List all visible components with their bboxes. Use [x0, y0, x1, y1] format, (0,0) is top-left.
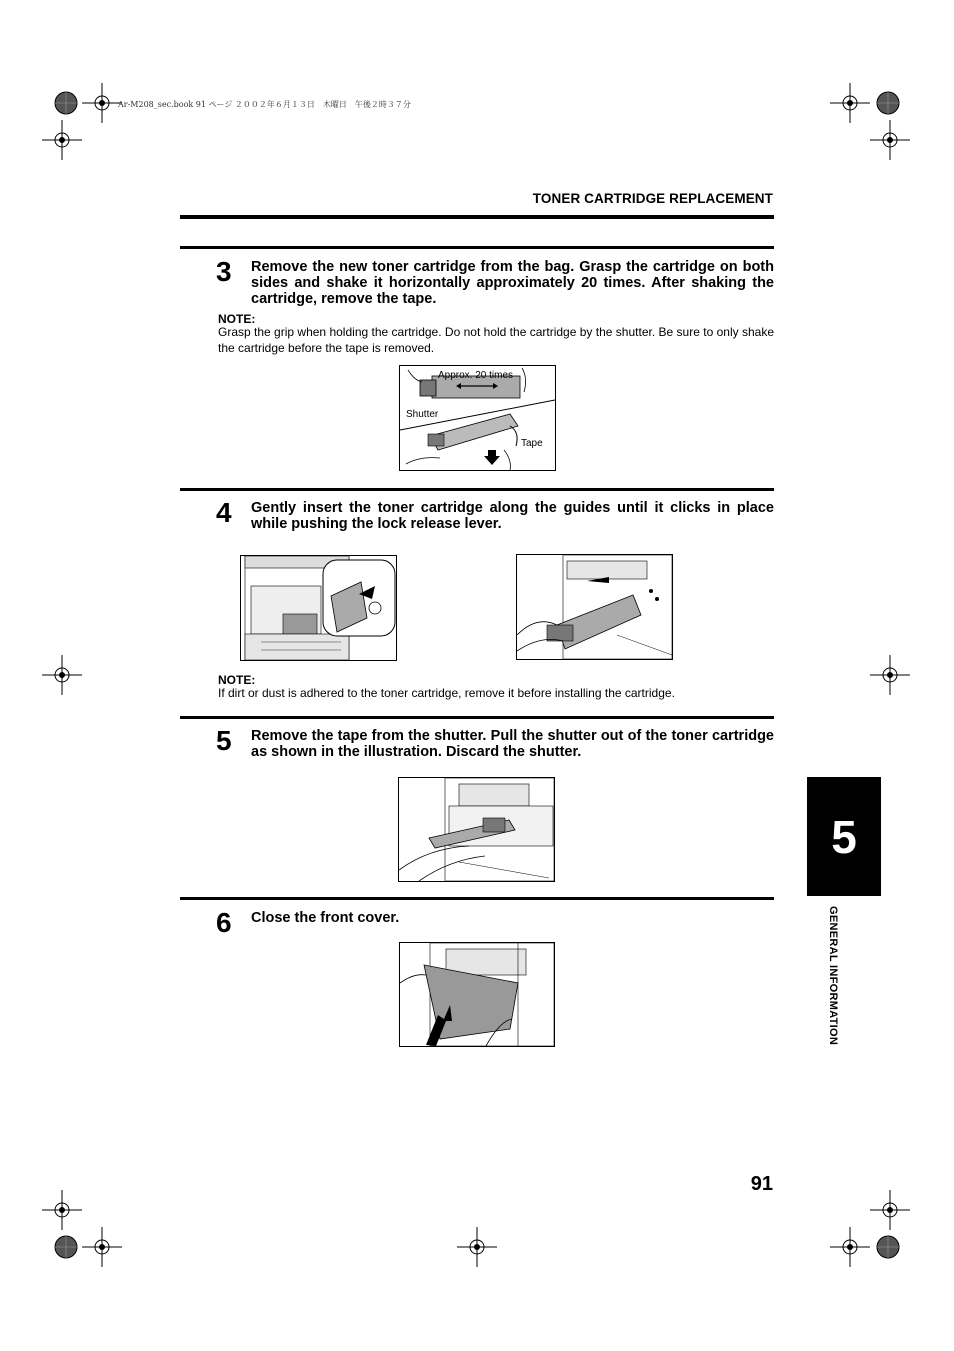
step-number: 5 — [216, 725, 232, 756]
figure-label-approx: Approx. 20 times — [438, 370, 514, 381]
step-instruction: Remove the tape from the shutter. Pull the shutter out of the toner cartridge as shown in the illustration. Discard the shutter. — [251, 728, 774, 760]
step-number: 3 — [216, 256, 232, 287]
figure-insert-cartridge-left — [240, 555, 397, 661]
figure-label-shutter: Shutter — [406, 409, 439, 420]
running-title: TONER CARTRIDGE REPLACEMENT — [532, 191, 773, 206]
step-rule — [180, 897, 774, 900]
note-label: NOTE: — [218, 673, 256, 687]
page-number: 91 — [750, 1173, 773, 1195]
crosshair-mark — [830, 1227, 870, 1267]
crosshair-mark — [457, 1227, 497, 1267]
figure-remove-shutter — [398, 777, 555, 882]
registration-mark-top-left — [46, 83, 86, 123]
step-rule — [180, 246, 774, 249]
crosshair-mark — [870, 655, 910, 695]
crosshair-mark — [830, 83, 870, 123]
step-number: 4 — [216, 497, 232, 528]
crosshair-mark — [42, 120, 82, 160]
file-meta: Ar-M208_sec.book 91 ページ ２００２年６月１３日 木曜日 午後２時３７分 — [118, 100, 411, 109]
figure-shake-cartridge — [399, 365, 556, 471]
crosshair-mark — [870, 120, 910, 160]
registration-mark-bottom-right — [868, 1227, 908, 1267]
figure-close-front-cover — [399, 942, 555, 1047]
note-text: If dirt or dust is adhered to the toner cartridge, remove it before installing the cartridge. — [218, 686, 675, 700]
step-instruction: Remove the new toner cartridge from the bag. Grasp the cartridge on both sides and shake it horizontally approximately 20 times. After shaking the cartridge, remove the tape. — [251, 259, 774, 307]
crosshair-mark — [870, 1190, 910, 1230]
registration-mark-top-right — [868, 83, 908, 123]
figure-insert-cartridge-right — [516, 554, 673, 660]
crosshair-mark — [42, 655, 82, 695]
step-instruction: Close the front cover. — [251, 910, 400, 926]
registration-mark-bottom-left — [46, 1227, 86, 1267]
step-instruction: Gently insert the toner cartridge along the guides until it clicks in place while pushing the lock release lever. — [251, 500, 774, 532]
crosshair-mark — [82, 83, 122, 123]
header-rule — [180, 215, 774, 219]
step-rule — [180, 716, 774, 719]
chapter-tab: 5 — [807, 777, 881, 896]
figure-label-tape: Tape — [521, 438, 543, 449]
step-number: 6 — [216, 907, 232, 938]
note-text: Grasp the grip when holding the cartridge. Do not hold the cartridge by the shutter. Be sure to only shake the cartridge before the tape is removed. — [218, 325, 774, 355]
crosshair-mark — [82, 1227, 122, 1267]
note-label: NOTE: — [218, 312, 256, 326]
step-rule — [180, 488, 774, 491]
crosshair-mark — [42, 1190, 82, 1230]
chapter-label: GENERAL INFORMATION — [827, 906, 839, 1046]
